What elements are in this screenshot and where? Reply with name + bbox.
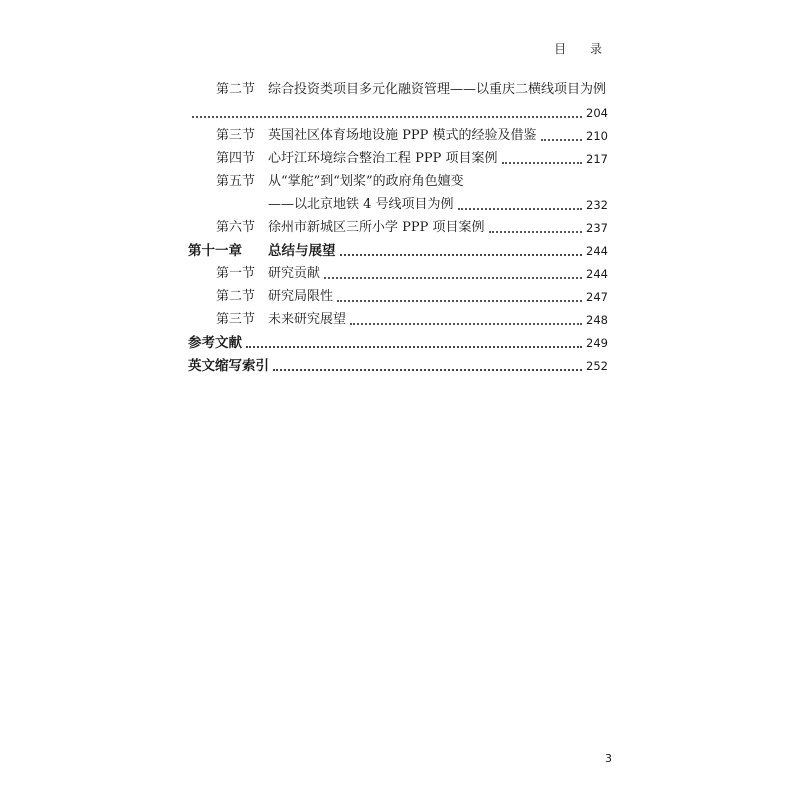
toc-entry-title: 研究贡献 [268, 266, 321, 281]
toc-chapter-title: 英文缩写索引 [188, 358, 269, 374]
toc-chapter-entry[interactable] [188, 241, 608, 261]
toc-chapter-title: 总结与展望 [268, 243, 336, 259]
toc-entry[interactable] [188, 126, 608, 146]
toc-entry[interactable] [188, 80, 608, 100]
toc-entry-page: 204 [586, 106, 608, 120]
toc-entry-number: 第三节 [216, 312, 256, 327]
dot-leader [340, 253, 583, 256]
toc-entry[interactable] [188, 287, 608, 307]
toc-entry[interactable] [188, 310, 608, 330]
toc-entry-page: 247 [586, 290, 608, 304]
toc-entry-continuation[interactable] [188, 195, 608, 215]
toc-entry[interactable] [188, 264, 608, 284]
dot-leader [337, 299, 582, 302]
toc-entry[interactable] [188, 218, 608, 238]
toc-entry-continuation[interactable] [188, 103, 608, 123]
dot-leader [324, 276, 582, 279]
dot-leader [458, 207, 583, 210]
toc-entry-page: 248 [586, 313, 608, 327]
toc-entry-number: 第六节 [216, 220, 256, 235]
dot-leader [246, 345, 582, 348]
toc-entry-number: 第四节 [216, 151, 256, 166]
toc-entry-page: 237 [586, 221, 608, 235]
toc-entry-title: 研究局限性 [268, 289, 334, 304]
toc-entry-title: 未来研究展望 [268, 312, 347, 327]
toc-chapter-entry[interactable] [188, 333, 608, 353]
toc-entry-page: 210 [586, 129, 608, 143]
toc-entry-title: 从“掌舵”到“划桨”的政府角色嬗变 [268, 174, 464, 189]
dot-leader [192, 115, 582, 118]
toc-entry-number: 第五节 [216, 174, 256, 189]
dot-leader [541, 138, 583, 141]
toc-entry-page: 217 [586, 152, 608, 166]
dot-leader [350, 322, 582, 325]
toc-entry-page: 249 [586, 336, 608, 350]
dot-leader [502, 161, 583, 164]
toc-chapter-title: 参考文献 [188, 335, 242, 351]
toc-entry[interactable] [188, 149, 608, 169]
running-header: 目 录 [554, 42, 612, 56]
toc-chapter-number: 第十一章 [188, 243, 242, 259]
dot-leader [273, 368, 582, 371]
toc-entry-number: 第一节 [216, 266, 256, 281]
toc-entry-subtitle: ——以北京地铁 4 号线项目为例 [268, 197, 454, 212]
toc-entry-page: 244 [586, 244, 608, 258]
toc-entry-title: 心圩江环境综合整治工程 PPP 项目案例 [268, 151, 498, 166]
toc-entry-page: 232 [586, 198, 608, 212]
toc-chapter-entry[interactable] [188, 356, 608, 376]
toc-entry-number: 第三节 [216, 128, 256, 143]
toc-entry-number: 第二节 [216, 82, 256, 97]
page-number: 3 [605, 752, 612, 765]
toc-entry-title: 英国社区体育场地设施 PPP 模式的经验及借鉴 [268, 128, 537, 143]
toc-entry-title: 综合投资类项目多元化融资管理——以重庆二横线项目为例 [268, 82, 607, 97]
toc-entry[interactable] [188, 172, 608, 192]
toc-entry-number: 第二节 [216, 289, 256, 304]
toc-entry-page: 252 [586, 359, 608, 373]
toc-entry-page: 244 [586, 267, 608, 281]
toc-entry-title: 徐州市新城区三所小学 PPP 项目案例 [268, 220, 485, 235]
dot-leader [489, 230, 583, 233]
